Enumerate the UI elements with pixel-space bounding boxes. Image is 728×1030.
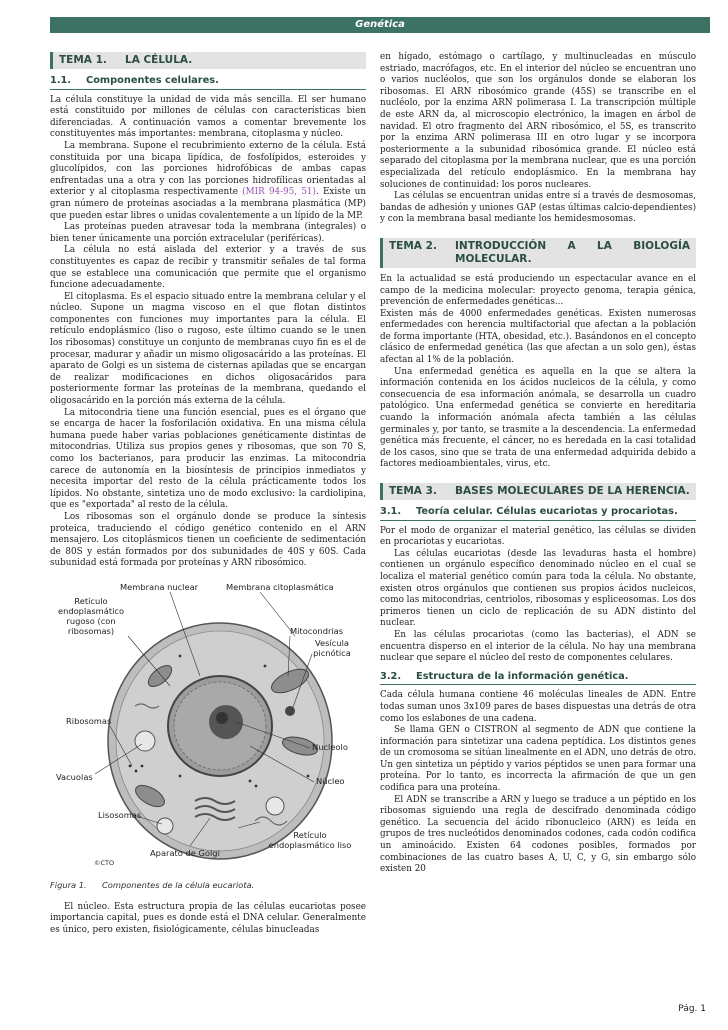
left-column — [50, 52, 366, 936]
label-nucleo: Núcleo — [316, 775, 345, 786]
paragraph: La célula constituye la unidad de vida más sencilla. El ser humano está constituido por millones de células con características bien diferenciadas. A continuación vamos a comentar brevemente los constituyentes más importantes: membrana, citoplasma y núcleo. — [50, 94, 366, 140]
subsection-3-2-title: Estructura de la información genética. — [416, 670, 629, 682]
subsection-3-1-number: 3.1. — [380, 506, 402, 517]
figure-caption — [50, 880, 366, 892]
figure-caption-text: Componentes de la célula eucariota. — [102, 879, 255, 890]
tema-3-heading — [380, 483, 696, 500]
paragraph: En las células procariotas (como las bacterias), el ADN se encuentra disperso en el interior de la célula. No hay una membrana nuclear que separe el núcleo del resto de componentes celulares. — [380, 629, 696, 664]
paragraph: La mitocondria tiene una función esencial, pues es el órgano que se encarga de hacer la fosforilación oxidativa. En una misma célula humana puede haber varias poblaciones genéticamente distintas de mitocondrias. Utiliza sus propios genes y ribosomas, que son 70 S, como los bacterianos, para producir las enzimas. La mitocondria carece de autonomía en la biosíntesis de principios inmediatos y necesita importar del resto de la célula prácticamente todos los lípidos. No obstante, sintetiza uno de modo exclusivo: la cardiolipina, que es "exportada" al resto de la célula. — [50, 407, 366, 511]
tema-2-heading — [380, 238, 696, 268]
label-membrana-citoplasmatica: Membrana citoplasmática — [226, 581, 334, 592]
paragraph: El núcleo. Esta estructura propia de las células eucariotas posee importancia capital, pues es donde está el DNA celular. Generalmente es único, pero existen, fisiológicamente, células binucleadas — [50, 901, 366, 935]
paragraph: Existen más de 4000 enfermedades genéticas. Existen numerosas enfermedades con herencia multifactorial que afectan a la población de forma importante (HTA, obesidad, etc.). Basándonos en el concepto clásico de enfermedad genética (las que afectan a un solo gen), éstas afectan al 1% de la población. — [380, 308, 696, 366]
tema-3-title: BASES MOLECULARES DE LA HERENCIA. — [455, 485, 690, 497]
paragraph: Se llama GEN o CISTRON al segmento de ADN que contiene la información para sintetizar una cadena peptídica. Los distintos genes de un cromosoma se sitúan linealmente en el ADN, uno detrás de otro. Un gen sintetiza un péptido y varios péptidos se unen para formar una proteína. Por lo tanto, es incorrecta la afirmación de que un gen codifica para una proteína. — [380, 725, 696, 794]
subsection-1-1-number: 1.1. — [50, 75, 72, 86]
tema-1-number: TEMA 1. — [59, 54, 107, 66]
paragraph: en hígado, estómago o cartílago, y multinucleadas en músculo estriado, macrófagos, etc. En el interior del núcleo se encuentran uno o varios nucléolos, que son los orgánulos donde se elaboran los ribosomas. El ARN ribosómico grande (45S) se transcribe en el nucléolo, por la enzima ARN polimerasa I. La transcripción múltiple de este ARN da, al microscopio electrónico, la imagen en árbol de navidad. El otro fragmento del ARN ribosómico, el 5S, es transcrito por la enzima ARN polimerasa III en otro lugar y se incorpora posteriormente a la subunidad ribosómica grande. El núcleo está separado del citoplasma por la membrana nuclear, que es una porción especializada del retículo endoplásmico. En la membrana hay soluciones de continuidad: los poros nucleares. — [380, 52, 696, 190]
paragraph: Las células se encuentran unidas entre sí a través de desmosomas, bandas de adhesión y uniones GAP (estas últimas calcio-dependientes) y con la membrana basal mediante los hemidesmosomas. — [380, 191, 696, 225]
figure-number: Figura 1. — [50, 879, 87, 890]
paragraph: Una enfermedad genética es aquella en la que se altera la información contenida en los ácidos nucleicos de la célula, y como consecuencia de esa información anómala, se desarrolla un cuadro patológico. Una enfermedad genética se convierte en hereditaria cuando la información anómala afecta también a las células germinales y, por tanto, se trasmite a la descendencia. La enfermedad genética más frecuente, el cáncer, no es heredada en la casi totalidad de los casos, sino que se trata de una enfermedad adquirida debido a factores medioambientales, virus, etc. — [380, 366, 696, 470]
paragraph: Por el modo de organizar el material genético, las células se dividen en procariotas y eucariotas. — [380, 525, 696, 548]
paragraph-text: La membrana. Supone el recubrimiento externo de la célula. Está constituida por una bicapa lipídica, de fosfolípidos, esteroides y glucolípidos, con las porciones hidrofóbicas de ambas capas enfrentadas una a otra y con las porciones hidrofílicas orientadas al exterior y al citoplasma respectivamente — [50, 140, 366, 198]
label-mitocondrias: Mitocondrias — [290, 625, 344, 636]
paragraph: El ADN se transcribe a ARN y luego se traduce a un péptido en los ribosomas siguiendo una regla de descifrado denominada código genético. La secuencia del ácido ribonucleico (ARN) es leída en grupos de tres nucleótidos denominados codones, cada codón codifica un aminoácido. Existen 64 codones posibles, formados por combinaciones de las cuatro bases A, U, C, y G, sin embargo sólo existen 20 — [380, 794, 696, 875]
subsection-3-2-heading — [380, 671, 696, 686]
paragraph: Cada célula humana contiene 46 moléculas lineales de ADN. Entre todas suman unos 3x109 pares de bases dispuestas una detrás de otra como los eslabones de una cadena. — [380, 690, 696, 724]
tema-2-title: INTRODUCCIÓN A LA BIOLOGÍA MOLECULAR. — [455, 239, 690, 265]
paragraph: Los ribosomas son el orgánulo donde se produce la síntesis proteica, traduciendo el código genético contenido en el ARN mensajero. Los citoplásmicos tienen un coeficiente de sedimentación de 80S y están formados por dos subunidades de 40S y 60S. Cada subunidad está formada por proteínas y ARN ribosómico. — [50, 511, 366, 569]
label-lisosomas: Lisosomas — [98, 809, 142, 820]
running-header: Genética — [50, 17, 710, 33]
subsection-3-1-heading — [380, 506, 696, 521]
paragraph-membrana — [50, 141, 366, 222]
label-copyright: ©CTO — [94, 858, 115, 867]
mir-reference: (MIR 94-95, 51) — [242, 187, 316, 198]
tema-1-title: LA CÉLULA. — [125, 54, 193, 66]
tema-2-number: TEMA 2. — [389, 239, 437, 252]
tema-1-heading — [50, 52, 366, 69]
subsection-1-1-title: Componentes celulares. — [86, 75, 219, 86]
subsection-3-1-title: Teoría celular. Células eucariotas y procariotas. — [416, 506, 678, 517]
paragraph: El citoplasma. Es el espacio situado entre la membrana celular y el núcleo. Supone un magma viscoso en el que flotan distintos componentes con funciones muy importantes para la célula. El retículo endoplásmico (liso o rugoso, este último cuando se le unen los ribosomas) constituye un conjunto de membranas cuyo fin es el de procesar, madurar y añadir un mismo oligosacárido a las proteínas. El aparato de Golgi es un sistema de cisternas apiladas que se encargan de realizar modificaciones en dichos oligosacáridos para posteriormente formar las proteínas de la membrana, quedando el oligosacárido en la porción más externa de la célula. — [50, 291, 366, 407]
right-column — [380, 52, 696, 876]
label-aparato-golgi: Aparato de Golgi — [150, 847, 220, 858]
cell-figure — [50, 576, 366, 876]
paragraph: Las proteínas pueden atravesar toda la membrana (integrales) o bien tener únicamente una porción extracelular (periféricas). — [50, 222, 366, 244]
label-membrana-nuclear: Membrana nuclear — [120, 581, 199, 592]
label-reticulo-liso: Retículo endoplasmático liso — [268, 829, 352, 850]
paragraph: En la actualidad se está produciendo un espectacular avance en el campo de la medicina molecular: proyecto genoma, terapia génica, prevención de enfermedades genéticas... — [380, 273, 696, 308]
subsection-3-2-number: 3.2. — [380, 670, 402, 682]
paragraph: Las células eucariotas (desde las levaduras hasta el hombre) contienen un orgánulo específico denominado núcleo en el cual se localiza el material genético común para toda la célula. No obstante, existen otros orgánulos que contienen sus propios ácidos nucleicos, como las mitocondrias, centriolos, ribosomas y espliceosomas. Los dos primeros tienen un ciclo de replicación de su ADN distinto del nuclear. — [380, 548, 696, 629]
label-vacuolas: Vacuolas — [56, 771, 93, 782]
label-nucleolo: Nucleolo — [312, 741, 348, 752]
subsection-1-1-heading — [50, 75, 366, 90]
label-vesicula-picnotica: Vesícula picnótica — [313, 637, 351, 658]
paragraph: La célula no está aislada del exterior y a través de sus constituyentes es capaz de recibir y transmitir señales de tal forma que se establece una comunicación que permite que el organismo funcione adecuadamente. — [50, 245, 366, 291]
page-number: Pág. 1 — [678, 1004, 706, 1014]
label-reticulo-rugoso: Retículo endoplasmático rugoso (con ribosomas) — [57, 595, 125, 636]
paragraph-text: . Existe un gran número de proteínas asociadas a la membrana plasmática (MP) que pueden estar libres o unidas covalentemente a un lípido de la MP. — [50, 187, 366, 221]
label-ribosomas: Ribosomas — [66, 715, 112, 726]
tema-3-number: TEMA 3. — [389, 485, 437, 497]
